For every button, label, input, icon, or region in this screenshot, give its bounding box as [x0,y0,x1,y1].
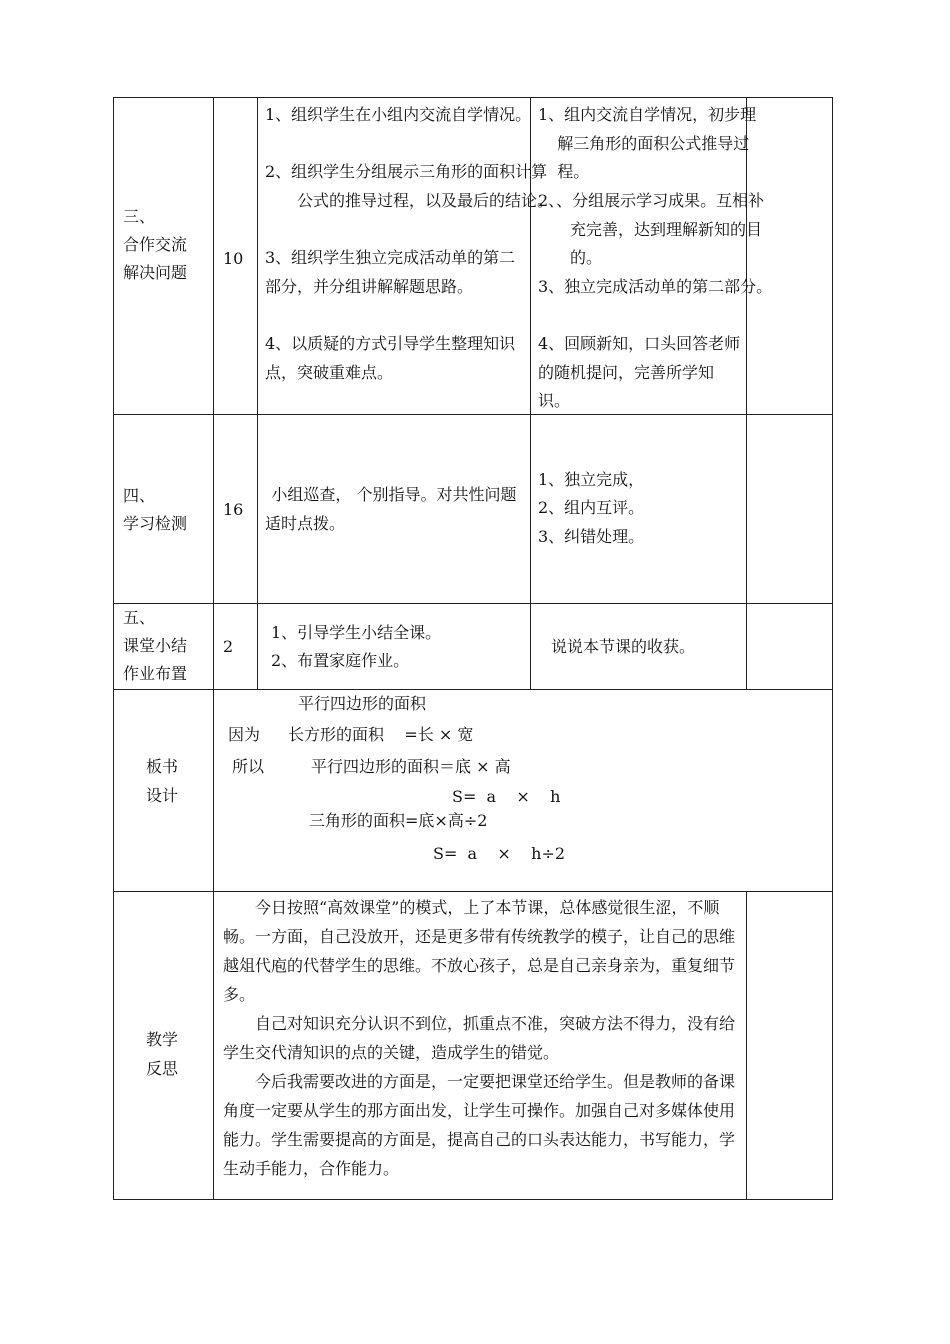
board-triangle-area: 三角形的面积=底×高÷2 [309,811,488,830]
row1-teacher-item-3: 3、组织学生独立完成活动单的第二部分，并分组讲解解题思路。 [265,248,516,296]
board-triangle-formula: S= a × h÷2 [433,844,566,863]
board-parallelogram-formula: S= a × h [452,787,561,806]
board-so: 所以 [232,757,265,776]
row1-stage-line1: 三、 [123,207,156,226]
row1-stage-line2: 合作交流 [123,235,188,254]
row3-teacher-item-2: 2、布置家庭作业。 [271,651,410,670]
row2-student-item-3: 3、纠错处理。 [538,527,645,546]
row2-stage-line1: 四、 [123,486,156,505]
board-because: 因为 [228,725,261,744]
row1-student-item-3: 3、独立完成活动单的第二部分。 [538,277,773,296]
reflection-label-line2: 反思 [146,1059,179,1078]
board-label-line1: 板书 [146,757,179,776]
row2-stage-line2: 学习检测 [123,514,188,533]
row2-student-item-1: 1、独立完成， [538,470,645,489]
row3-stage-line3: 作业布置 [123,664,188,683]
board-title: 平行四边形的面积 [298,694,427,713]
row1-student-item-1: 1、组内交流自学情况，初步理解三角形的面积公式推导过程。 [538,105,757,181]
reflection-paragraph-3: 今后我需要改进的方面是，一定要把课堂还给学生。但是教师的备课角度一定要从学生的那方面出发，让学生可操作。加强自己对多媒体使用能力。学生需要提高的方面是，提高自己的口头表达能力，书写能力，学生动手能力，合作能力。 [223,1072,736,1178]
row2-teacher-text: 小组巡查， 个别指导。对共性问题适时点拨。 [265,485,517,533]
row1-stage-line3: 解决问题 [123,263,188,282]
board-parallelogram-area: 平行四边形的面积＝底 × 高 [311,757,511,776]
reflection-text [223,893,741,1183]
row3-student-text: 说说本节课的收获。 [551,637,696,656]
row1-teacher-item-2: 2、组织学生分组展示三角形的面积计算公式的推导过程，以及最后的结论。 [265,162,554,210]
reflection-note-cell [746,891,833,1200]
row3-minutes: 2 [223,637,234,656]
row2-student-item-2: 2、组内互评。 [538,498,645,517]
row2-minutes: 16 [223,500,244,519]
reflection-label-line1: 教学 [146,1030,179,1049]
row1-student-item-4: 4、回顾新知，口头回答老师的随机提问，完善所学知识。 [538,334,741,410]
reflection-paragraph-2: 自己对知识充分认识不到位，抓重点不准，突破方法不得力，没有给学生交代清知识的点的关键，造成学生的错觉。 [223,1014,736,1062]
row3-teacher-item-1: 1、引导学生小结全课。 [271,623,442,642]
row3-stage-line2: 课堂小结 [123,636,188,655]
row1-teacher-item-4: 4、以质疑的方式引导学生整理知识点，突破重难点。 [265,334,516,382]
row2-note-cell [746,414,833,604]
row3-stage-line1: 五、 [123,608,156,627]
board-rect-area: 长方形的面积 =长 × 宽 [288,725,474,744]
row1-minutes: 10 [223,249,244,268]
row3-note-cell [746,603,833,690]
row1-student-item-2: 2、、分组展示学习成果。互相补充完善，达到理解新知的目的。 [538,191,765,267]
row1-teacher-item-1: 1、组织学生在小组内交流自学情况。 [265,105,532,124]
reflection-paragraph-1: 今日按照“高效课堂”的模式，上了本节课，总体感觉很生涩，不顺畅。一方面，自己没放开，还是更多带有传统教学的模子，让自己的思维越俎代庖的代替学生的思维。不放心孩子，总是自己亲身亲为，重复细节多。 [223,898,736,1004]
board-label-line2: 设计 [146,786,179,805]
row3-minutes-cell [213,603,258,690]
